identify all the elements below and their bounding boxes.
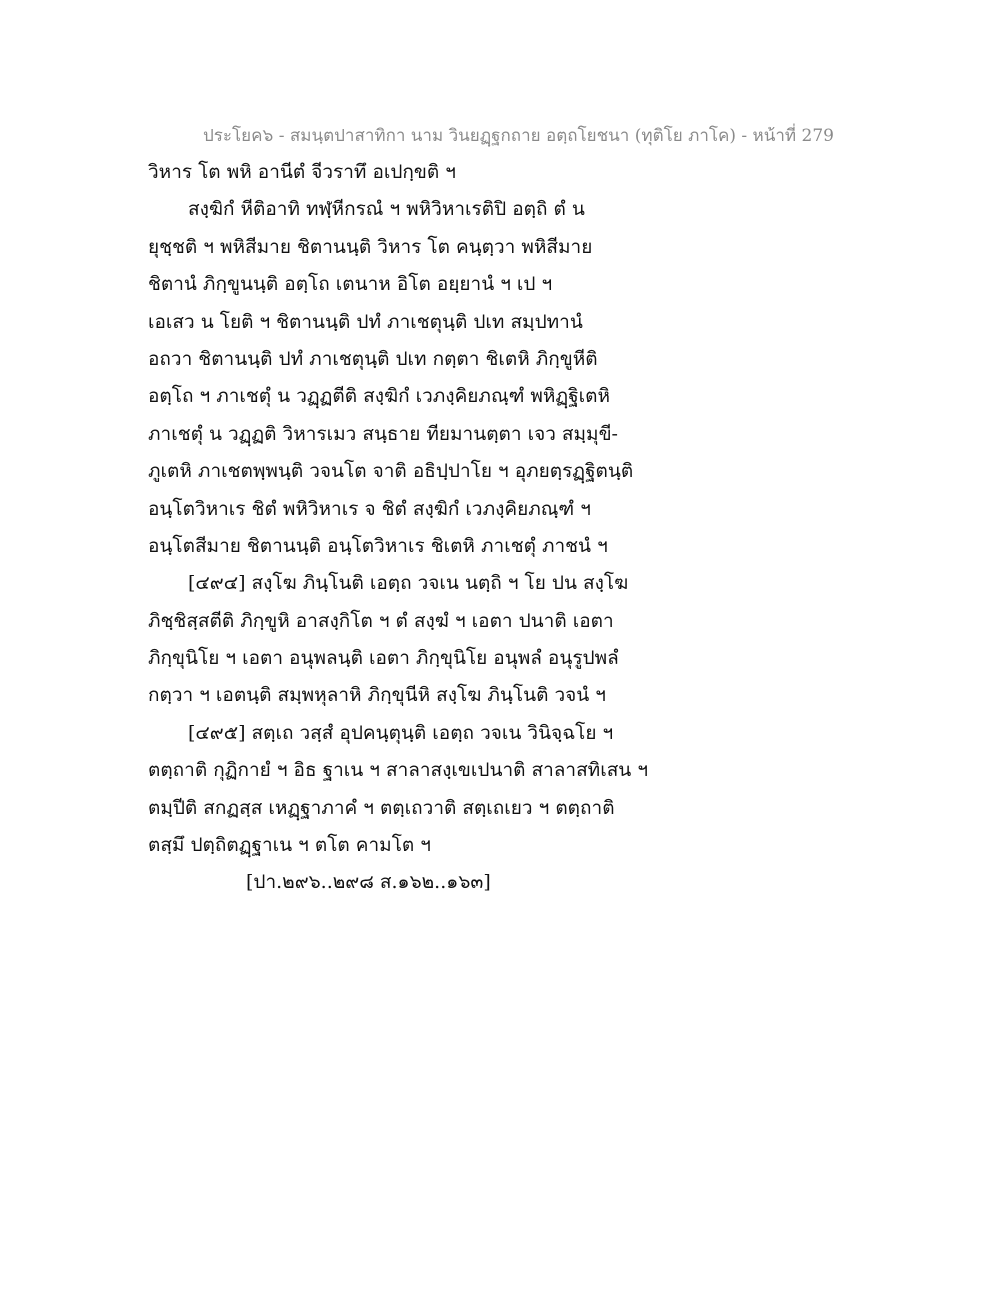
text-line: อตฺโถ ฯ ภาเชตุํ น วฏฺฏตีติ สงฺฆิกํ เวภงฺคิยภณฺฑํ พหิฏฺฐิเตหิ [148,385,611,408]
text-line: อถวา ชิตานนฺติ ปทํ ภาเชตุนฺติ ปเท กตฺตา ชิเตหิ ภิกฺขูหีติ [148,347,598,370]
text-line: วิหาร โต พหิ อานีตํ จีวราทึ อเปกฺขติ ฯ [148,161,456,183]
text-line: อนฺโตสีมาย ชิตานนฺติ อนฺโตวิหาเร ชิเตหิ ภาเชตุํ ภาชนํ ฯ [148,534,608,557]
running-header: ประโยค๖ - สมนฺตปาสาทิกา นาม วินยฏฺฐกถาย อตฺถโยชนา (ทุติโย ภาโค) - หน้าที่ 279 [203,126,834,146]
text-line: ยุชฺชติ ฯ พหิสีมาย ชิตานนฺติ วิหาร โต คนฺตฺวา พหิสีมาย [148,235,593,258]
text-line: ภูเตหิ ภาเชตพฺพนฺติ วจนโต จาติ อธิปฺปาโย ฯ อุภยตฺรฏฺฐิตนฺติ [148,460,634,483]
text-line: ตมฺปีติ สกฏสฺส เหฏฺฐาภาคํ ฯ ตตฺเถวาติ สตฺเถเยว ฯ ตตฺถาติ [148,796,615,819]
text-line: อนฺโตวิหาเร ชิตํ พหิวิหาเร จ ชิตํ สงฺฆิกํ เวภงฺคิยภณฺฑํ ฯ [148,497,591,520]
text-line: ภิชฺชิสฺสตีติ ภิกฺขูหิ อาสงฺกิโต ฯ ตํ สงฺฆํ ฯ เอตา ปนาติ เอตา [148,609,614,632]
text-line: เอเสว น โยติ ฯ ชิตานนฺติ ปทํ ภาเชตุนฺติ ปเท สมฺปทานํ [148,310,583,333]
text-line: [๔๙๔] สงฺโฆ ภินฺโนติ เอตฺถ วจเน นตฺถิ ฯ โย ปน สงฺโฆ [188,572,629,595]
text-line: ภาเชตุํ น วฏฺฏติ วิหารเมว สนฺธาย ทียมานตฺตา เจว สมฺมุขี- [148,422,618,445]
text-line: [๔๙๕] สตฺเถ วสฺสํ อุปคนฺตุนฺติ เอตฺถ วจเน วินิจฺฉโย ฯ [188,721,614,744]
body-text [148,154,668,902]
text-line: ชิตานํ ภิกฺขูนนฺติ อตฺโถ เตนาห อิโต อยฺยานํ ฯ เป ฯ [148,273,553,296]
reference-citation: [ปา.๒๙๖..๒๙๘ ส.๑๖๒..๑๖๓] [246,871,491,894]
text-line: ภิกฺขุนิโย ฯ เอตา อนุพลนฺติ เอตา ภิกฺขุนิโย อนุพลํ อนุรูปพลํ [148,647,619,670]
text-line: กตฺวา ฯ เอตนฺติ สมฺพหุลาหิ ภิกฺขุนีหิ สงฺโฆ ภินฺโนติ วจนํ ฯ [148,684,606,707]
text-line: สงฺฆิกํ หีติอาทิ ทฬฺหีกรณํ ฯ พหิวิหาเรติปิ อตฺถิ ตํ น [188,198,585,221]
text-line: ตสฺมึ ปตฺถิตฏฺฐาเน ฯ ตโต คามโต ฯ [148,834,431,857]
text-line: ตตฺถาติ กุฏิกายํ ฯ อิธ ฐาเน ฯ สาลาสงฺเขเปนาติ สาลาสทิเสน ฯ [148,759,648,782]
